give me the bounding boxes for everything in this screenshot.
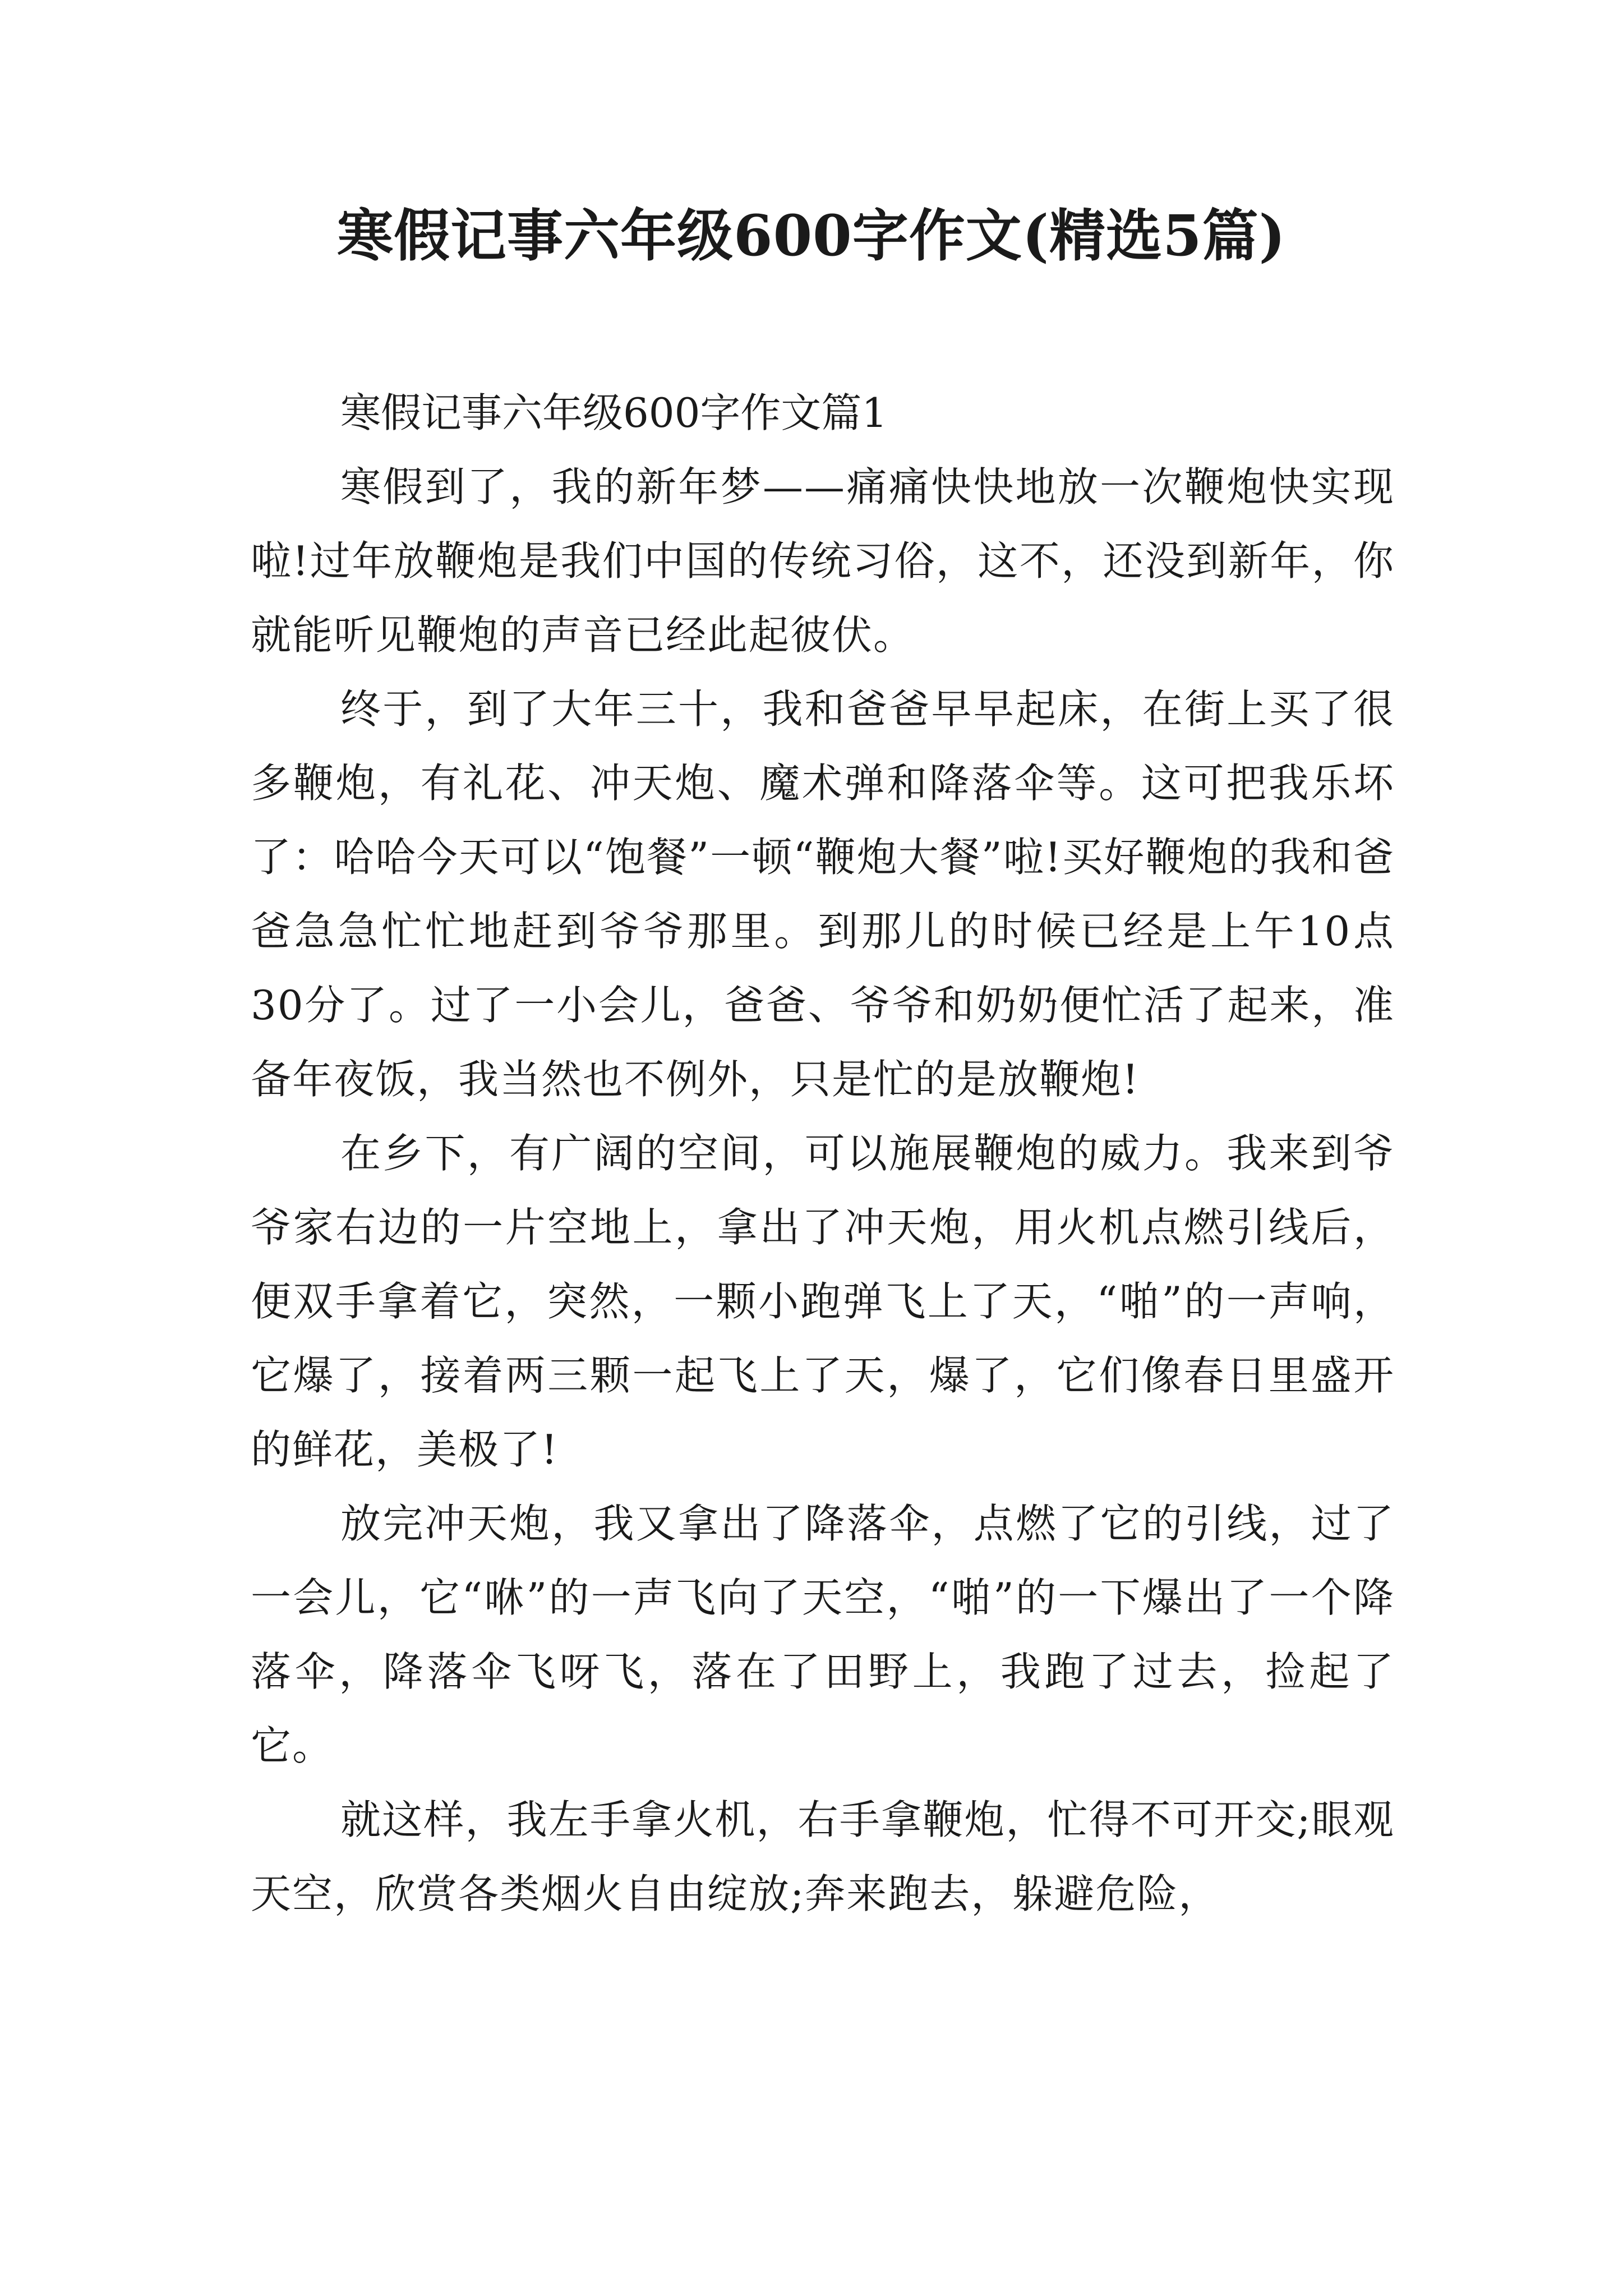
paragraph-4: 放完冲天炮，我又拿出了降落伞，点燃了它的引线，过了一会儿，它“咻”的一声飞向了天空，“啪”的一下爆出了一个降落伞，降落伞飞呀飞，落在了田野上，我跑了过去，捡起了它。 [251,1500,1395,1769]
paragraph-3: 在乡下，有广阔的空间，可以施展鞭炮的威力。我来到爷爷家右边的一片空地上，拿出了冲天炮，用火机点燃引线后，便双手拿着它，突然，一颗小跑弹飞上了天，“啪”的一声响，它爆了，接着两三颗一起飞上了天，爆了，它们像春日里盛开的鲜花，美极了! [251,1130,1395,1473]
document-title: 寒假记事六年级600字作文(精选5篇) [337,203,1286,269]
document-body [251,376,1395,1931]
paragraph-5: 就这样，我左手拿火机，右手拿鞭炮，忙得不可开交;眼观天空，欣赏各类烟火自由绽放;奔来跑去，躲避危险， [251,1796,1395,1917]
paragraph-2: 终于，到了大年三十，我和爸爸早早起床，在街上买了很多鞭炮，有礼花、冲天炮、魔术弹和降落伞等。这可把我乐坏了：哈哈今天可以“饱餐”一顿“鞭炮大餐”啦!买好鞭炮的我和爸爸急急忙忙地赶到爷爷那里。到那儿的时候已经是上午10点30分了。过了一小会儿，爸爸、爷爷和奶奶便忙活了起来，准备年夜饭，我当然也不例外，只是忙的是放鞭炮! [251,685,1395,1103]
section-title: 寒假记事六年级600字作文篇1 [340,389,888,436]
paragraph-1: 寒假到了，我的新年梦——痛痛快快地放一次鞭炮快实现啦!过年放鞭炮是我们中国的传统习俗，这不，还没到新年，你就能听见鞭炮的声音已经此起彼伏。 [251,463,1395,659]
